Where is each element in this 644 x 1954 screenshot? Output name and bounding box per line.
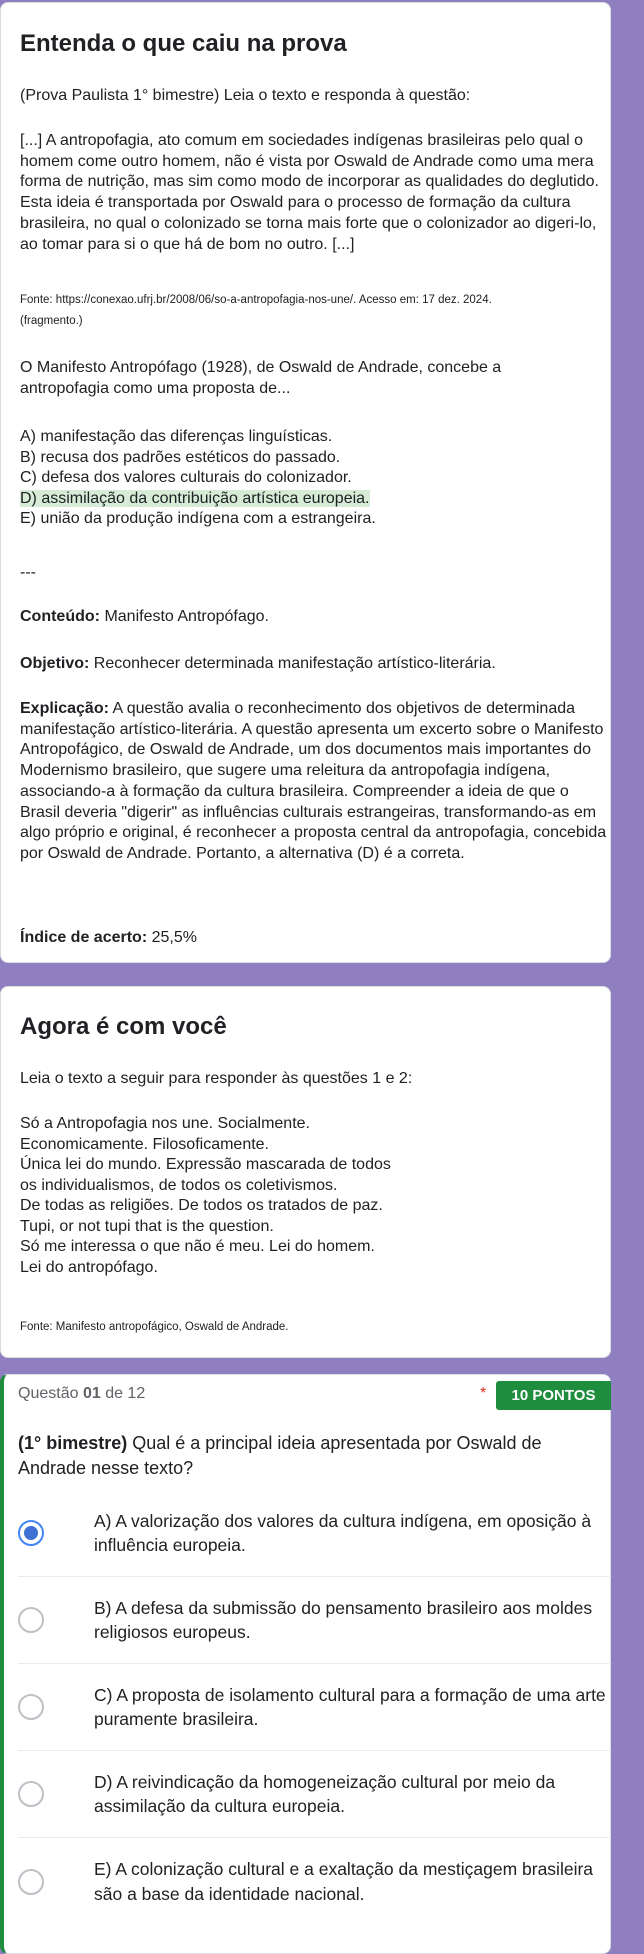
option-a[interactable] [18, 1490, 611, 1577]
option-b[interactable] [18, 1577, 611, 1664]
options-list [18, 1490, 611, 1925]
option-c[interactable] [18, 1664, 611, 1751]
objective-label: Objetivo: [20, 655, 90, 672]
option-label: E) A colonização cultural e a exaltação da mestiçagem brasileira são a base da identidade nacional. [94, 1859, 594, 1904]
question-counter [18, 1385, 145, 1403]
explanation-paragraph [20, 699, 610, 865]
poem-line: Economicamente. Filosoficamente. [20, 1135, 269, 1153]
index-line [20, 928, 605, 949]
poem-line: Tupi, or not tupi that is the question. [20, 1217, 274, 1235]
question-body: Qual é a principal ideia apresentada por Oswald de Andrade nesse texto? [18, 1433, 542, 1478]
radio-icon[interactable] [18, 1869, 44, 1895]
option-e[interactable] [18, 1838, 611, 1925]
explanation-value: A questão avalia o reconhecimento dos objetivos de determinada manifestação artístico-literária. A questão apresenta um excerto sobre o Manifesto Antropofágico, de Oswald de Andrade, um dos documentos mais importantes do Modernismo brasileiro, que sugere uma releitura da antropofagia indígena, associando-a à formação da cultura brasileira. Compreender a ideia de que o Brasil deveria "digerir" as influências culturais estrangeiras, transformando-as em algo próprio e original, é reconhecer a proposta central da antropofagia, concebida por Oswald de Andrade. Portanto, a alternativa (D) é a correta. [20, 700, 607, 862]
content-line [20, 607, 605, 628]
option-label: C) A proposta de isolamento cultural para a formação de uma arte puramente brasileira. [94, 1684, 606, 1729]
question-total: de 12 [105, 1385, 146, 1402]
radio-icon[interactable] [18, 1694, 44, 1720]
divider-text: --- [20, 564, 36, 581]
explanation-card [0, 2, 611, 963]
activity-text-card [0, 986, 611, 1358]
alternative-d-correct: D) assimilação da contribuição artística europeia. [20, 489, 370, 507]
option-label: D) A reivindicação da homogeneização cultural por meio da assimilação da cultura europeia. [94, 1771, 556, 1816]
question-text [18, 1431, 588, 1480]
alternative-b: B) recusa dos padrões estéticos do passado. [20, 448, 341, 466]
alternative-e: E) união da produção indígena com a estrangeira. [20, 510, 376, 527]
objective-line [20, 654, 605, 675]
card-title: Entenda o que caiu na prova [20, 30, 347, 57]
alternative-a: A) manifestação das diferenças linguísticas. [20, 428, 333, 445]
objective-value: Reconhecer determinada manifestação artístico-literária. [93, 655, 496, 672]
question-bold-prefix: (1° bimestre) [18, 1433, 128, 1453]
poem-line: Só me interessa o que não é meu. Lei do homem. [20, 1238, 375, 1255]
alternative-c: C) defesa dos valores culturais do colonizador. [20, 469, 352, 486]
poem [20, 1114, 605, 1278]
question-number: 01 [82, 1385, 101, 1402]
question-card [0, 1374, 611, 1954]
source-text: Fonte: https://conexao.ufrj.br/2008/06/so-a-antropofagia-nos-une/. Acesso em: 17 dez. 2024. [20, 294, 492, 306]
question-prompt: (Prova Paulista 1° bimestre) Leia o texto e responda à questão: [20, 87, 471, 104]
instruction-text: Leia o texto a seguir para responder às questões 1 e 2: [20, 1070, 413, 1087]
index-label: Índice de acerto: [20, 929, 148, 946]
poem-line: Só a Antropofagia nos une. Socialmente. [20, 1115, 310, 1132]
poem-line: os individualismos, de todos os coletivismos. [20, 1176, 338, 1194]
question-header [18, 1375, 596, 1425]
poem-line: Lei do antropófago. [20, 1258, 158, 1276]
fragment-text: (fragmento.) [20, 315, 83, 327]
option-d[interactable] [18, 1751, 611, 1838]
alternatives-list [20, 427, 605, 530]
explanation-label: Explicação: [20, 700, 109, 717]
card-title: Agora é com você [20, 1013, 227, 1040]
question-prefix: Questão [18, 1385, 79, 1402]
option-label: B) A defesa da submissão do pensamento brasileiro aos moldes religiosos europeus. [94, 1597, 593, 1642]
content-value: Manifesto Antropófago. [104, 608, 269, 625]
question-text: O Manifesto Antropófago (1928), de Oswald de Andrade, concebe a antropofagia como uma proposta de... [20, 359, 502, 397]
source-text: Fonte: Manifesto antropofágico, Oswald de Andrade. [20, 1321, 289, 1333]
poem-line: Única lei do mundo. Expressão mascarada de todos [20, 1156, 391, 1173]
radio-selected-icon[interactable] [18, 1520, 44, 1546]
excerpt-text: [...] A antropofagia, ato comum em sociedades indígenas brasileiras pelo qual o homem come outro homem, não é vista por Oswald de Andrade como uma mera forma de nutrição, mas sim como modo de incorporar as qualidades do deglutido. Esta ideia é transportada por Oswald para o processo de formação da cultura brasileira, no qual o colonizado se torna mais forte que o colonizador ao digeri-lo, ao tomar para si o que há de bom no outro. [...] [20, 132, 599, 253]
radio-icon[interactable] [18, 1781, 44, 1807]
index-value: 25,5% [151, 929, 197, 946]
poem-line: De todas as religiões. De todos os tratados de paz. [20, 1197, 383, 1214]
points-badge: 10 PONTOS [496, 1381, 611, 1410]
required-asterisk: * [480, 1385, 487, 1402]
content-label: Conteúdo: [20, 608, 100, 625]
option-label: A) A valorização dos valores da cultura indígena, em oposição à influência europeia. [94, 1510, 592, 1555]
radio-icon[interactable] [18, 1607, 44, 1633]
